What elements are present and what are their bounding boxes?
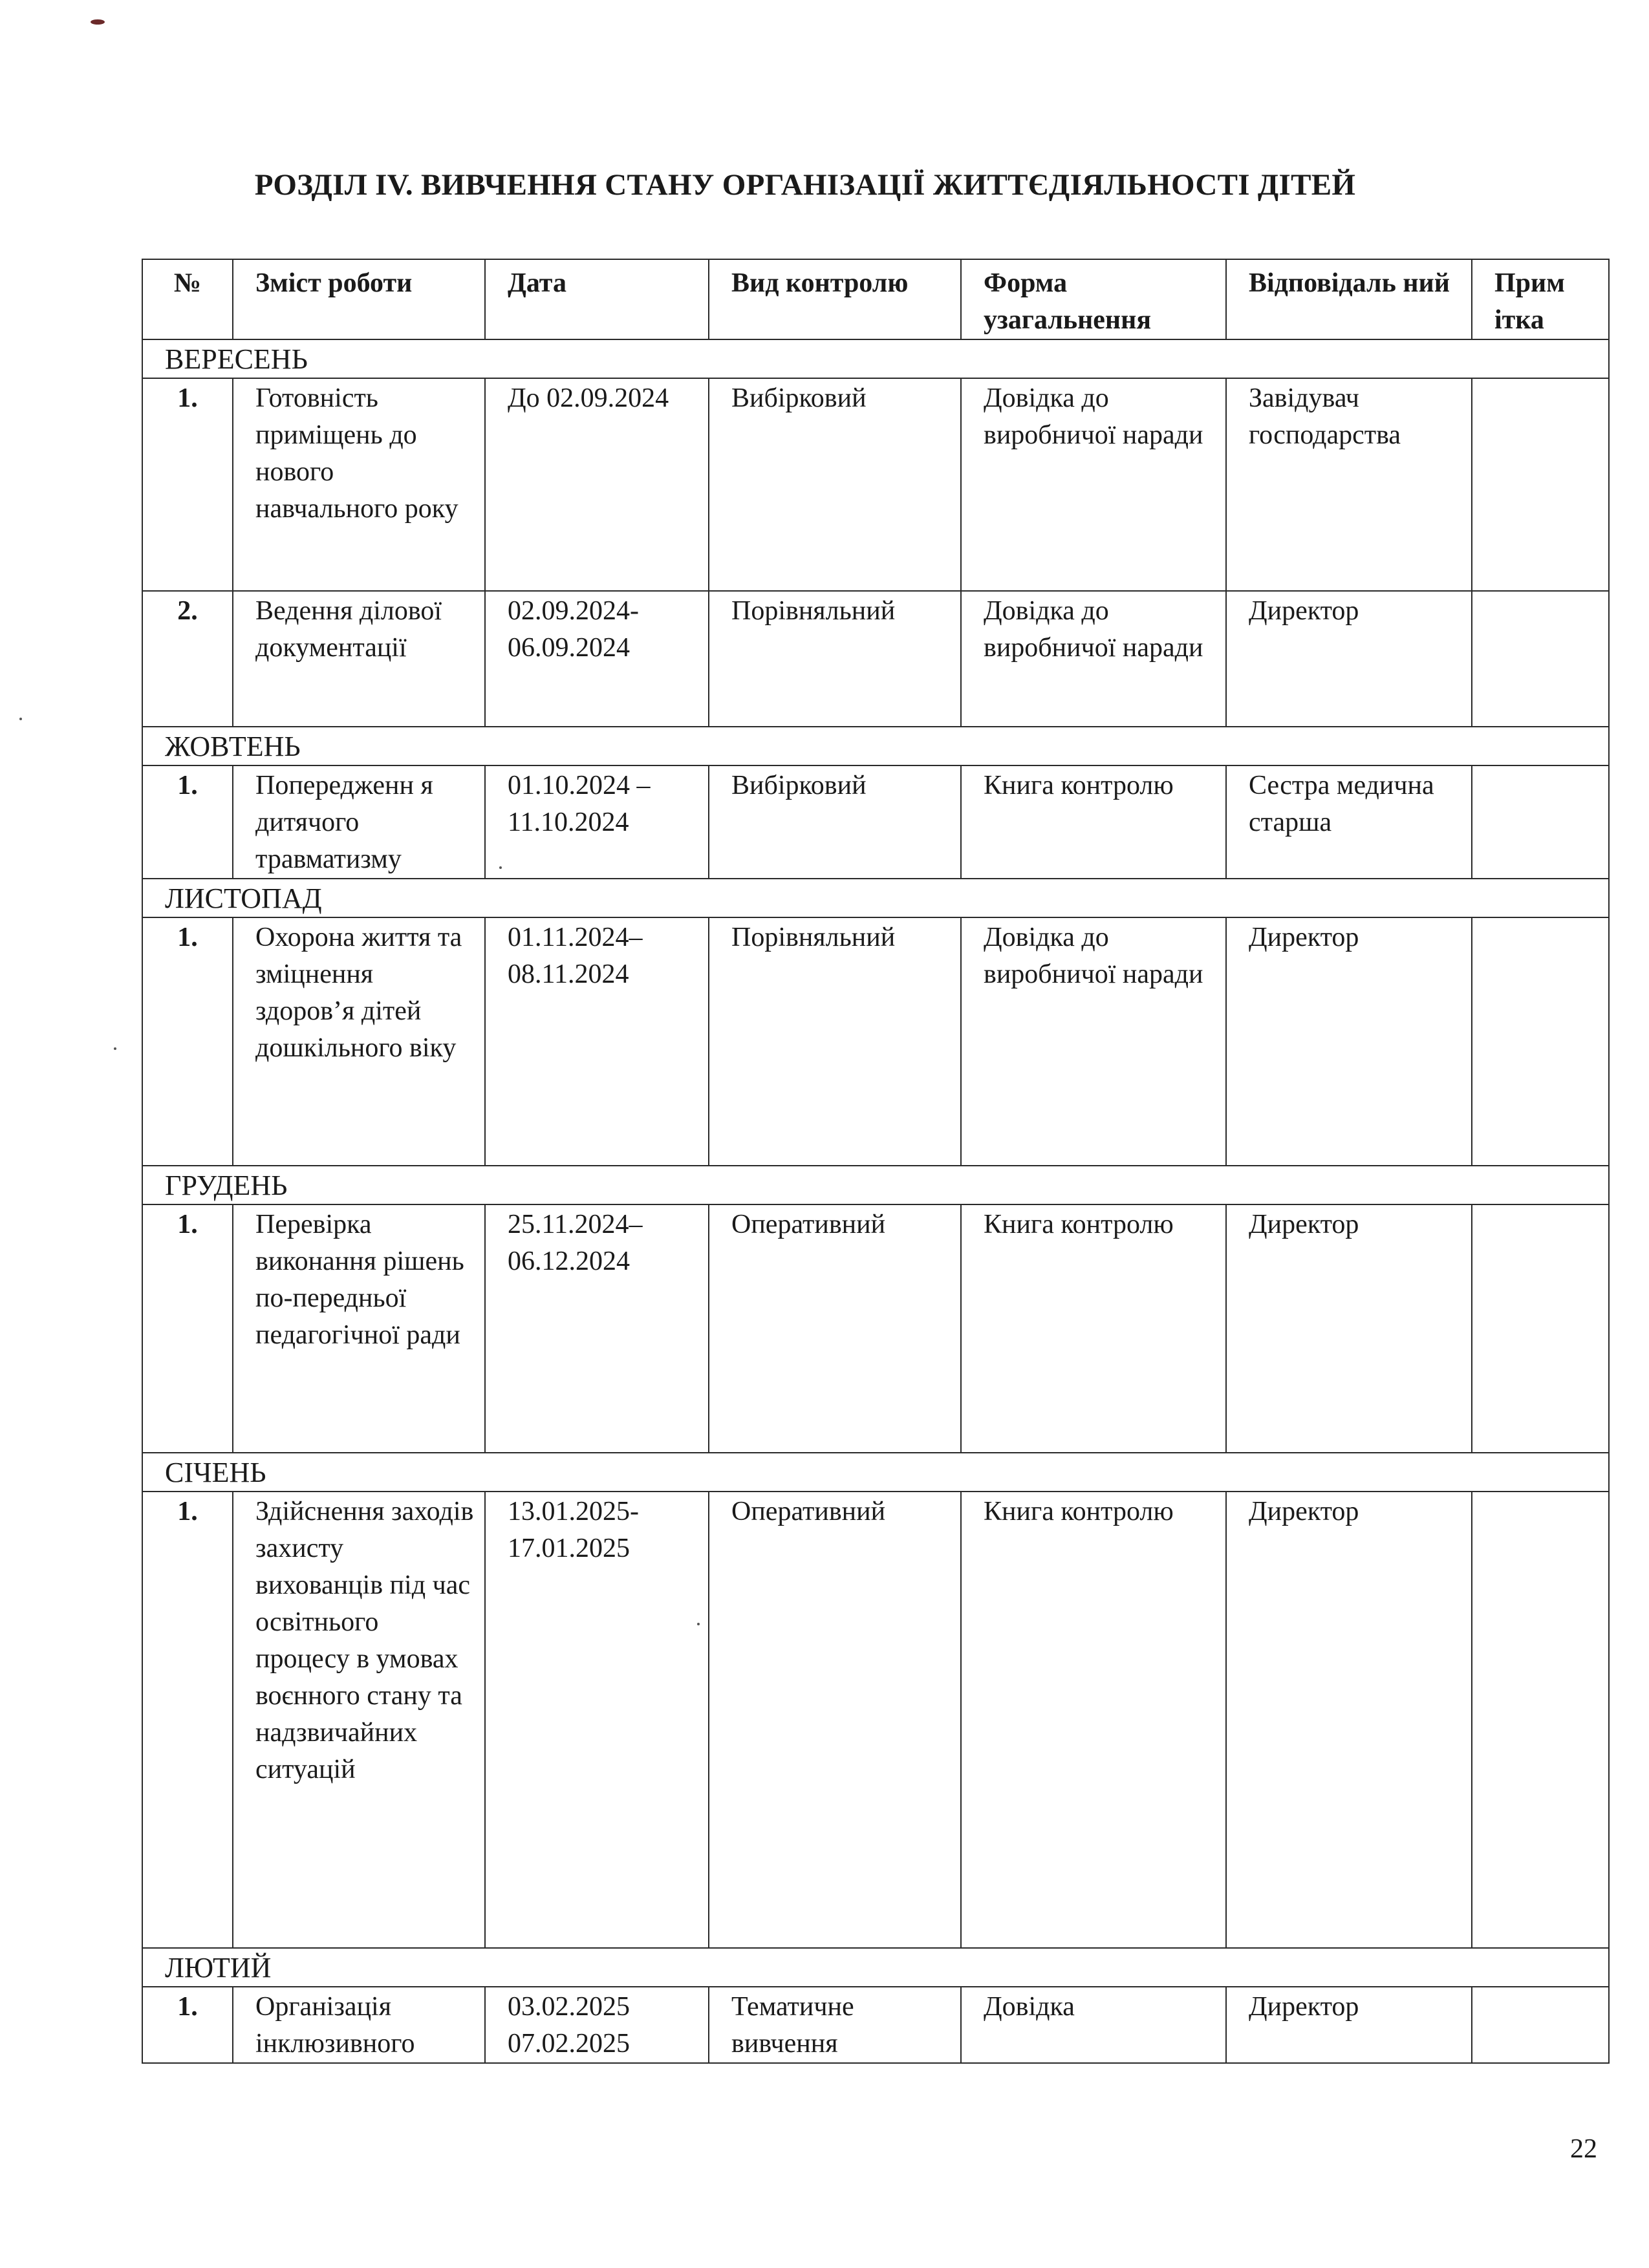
row-content: Готовність приміщень до нового навчального року (233, 378, 485, 591)
row-note (1472, 765, 1609, 879)
month-label: СІЧЕНЬ (142, 1453, 1609, 1492)
row-num: 1. (142, 378, 233, 591)
row-control-type: Оперативний (709, 1492, 961, 1948)
row-date: 25.11.2024– 06.12.2024 (485, 1204, 709, 1453)
row-summary-form: Книга контролю (961, 1204, 1226, 1453)
row-content: Ведення ділової документації (233, 591, 485, 727)
row-date: 01.10.2024 – 11.10.2024 (485, 765, 709, 879)
table-row (142, 917, 1609, 1166)
row-num: 1. (142, 765, 233, 879)
header-content: Зміст роботи (233, 259, 485, 339)
row-content: Здійснення заходів захисту вихованців під час освітнього процесу в умовах воєнного стану та надзвичайних ситуацій (233, 1492, 485, 1948)
header-responsible: Відповідаль ний (1226, 259, 1472, 339)
month-row-october (142, 727, 1609, 765)
table-row (142, 378, 1609, 591)
row-note (1472, 917, 1609, 1166)
row-responsible: Директор (1226, 1204, 1472, 1453)
month-row-september (142, 339, 1609, 378)
month-row-february (142, 1948, 1609, 1987)
table-row (142, 1987, 1609, 2063)
row-control-type: Вибірковий (709, 378, 961, 591)
table-row (142, 591, 1609, 727)
row-date: 02.09.2024-06.09.2024 (485, 591, 709, 727)
row-responsible: Завідувач господарства (1226, 378, 1472, 591)
row-note (1472, 1492, 1609, 1948)
row-control-type: Вибірковий (709, 765, 961, 879)
header-note: Прим ітка (1472, 259, 1609, 339)
row-control-type: Порівняльний (709, 917, 961, 1166)
month-row-january (142, 1453, 1609, 1492)
row-date: До 02.09.2024 (485, 378, 709, 591)
row-control-type: Оперативний (709, 1204, 961, 1453)
table-row (142, 765, 1609, 879)
row-num: 1. (142, 1987, 233, 2063)
month-label: ЛИСТОПАД (142, 879, 1609, 917)
row-content: Попередженн я дитячого травматизму (233, 765, 485, 879)
month-label: ВЕРЕСЕНЬ (142, 339, 1609, 378)
section-title: РОЗДІЛ IV. ВИВЧЕННЯ СТАНУ ОРГАНІЗАЦІЇ ЖИТТЄДІЯЛЬНОСТІ ДІТЕЙ (254, 168, 1356, 202)
row-note (1472, 591, 1609, 727)
row-content: Перевірка виконання рішень по-передньої педагогічної ради (233, 1204, 485, 1453)
scan-mark (91, 19, 105, 25)
row-responsible: Директор (1226, 917, 1472, 1166)
row-responsible: Директор (1226, 1987, 1472, 2063)
row-num: 1. (142, 917, 233, 1166)
header-date: Дата (485, 259, 709, 339)
row-summary-form: Довідка (961, 1987, 1226, 2063)
month-row-december (142, 1166, 1609, 1204)
row-num: 1. (142, 1492, 233, 1948)
month-row-november (142, 879, 1609, 917)
row-num: 1. (142, 1204, 233, 1453)
month-label: ЖОВТЕНЬ (142, 727, 1609, 765)
row-summary-form: Довідка до виробничої наради (961, 917, 1226, 1166)
row-summary-form: Книга контролю (961, 765, 1226, 879)
row-responsible: Директор (1226, 591, 1472, 727)
row-control-type: Тематичне вивчення (709, 1987, 961, 2063)
page-number: 22 (1570, 2134, 1597, 2164)
month-label: ГРУДЕНЬ (142, 1166, 1609, 1204)
row-num: 2. (142, 591, 233, 727)
row-control-type: Порівняльний (709, 591, 961, 727)
header-control-type: Вид контролю (709, 259, 961, 339)
row-note (1472, 378, 1609, 591)
row-note (1472, 1204, 1609, 1453)
row-date: 01.11.2024– 08.11.2024 (485, 917, 709, 1166)
row-note (1472, 1987, 1609, 2063)
table-header-row (142, 259, 1609, 339)
scan-dot (114, 1047, 116, 1050)
row-summary-form: Довідка до виробничої наради (961, 591, 1226, 727)
table-row (142, 1204, 1609, 1453)
row-responsible: Сестра медична старша (1226, 765, 1472, 879)
monitoring-table (142, 259, 1610, 2064)
row-responsible: Директор (1226, 1492, 1472, 1948)
row-date: 13.01.2025-17.01.2025 (485, 1492, 709, 1948)
row-summary-form: Книга контролю (961, 1492, 1226, 1948)
table-row (142, 1492, 1609, 1948)
scan-dot (19, 718, 22, 720)
row-summary-form: Довідка до виробничої наради (961, 378, 1226, 591)
header-num: № (142, 259, 233, 339)
row-content: Організація інклюзивного (233, 1987, 485, 2063)
header-summary-form: Форма узагальнення (961, 259, 1226, 339)
row-content: Охорона життя та зміцнення здоров’я дітей дошкільного віку (233, 917, 485, 1166)
row-date: 03.02.2025 07.02.2025 (485, 1987, 709, 2063)
month-label: ЛЮТИЙ (142, 1948, 1609, 1987)
